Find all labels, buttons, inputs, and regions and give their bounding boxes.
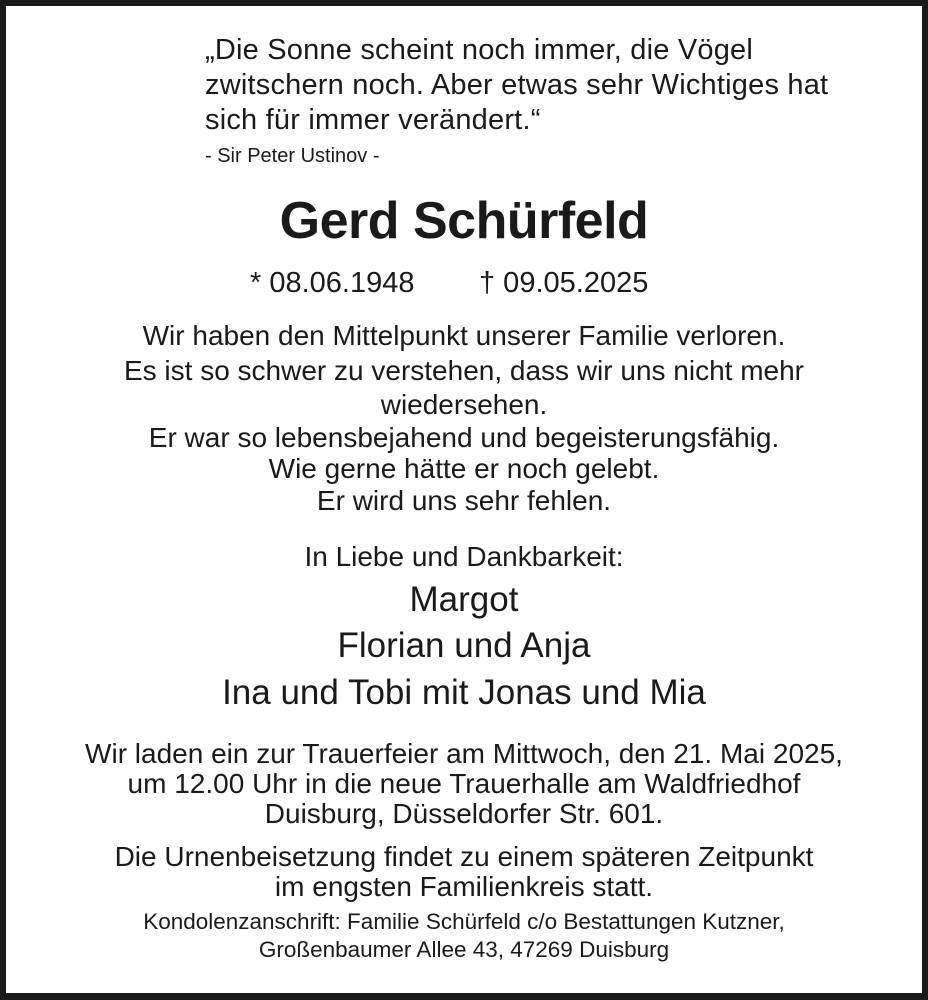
urn-line-1: Die Urnenbeisetzung findet zu einem späteren Zeitpunkt (114, 841, 814, 872)
message-line-5: Wie gerne hätte er noch gelebt. (268, 453, 660, 484)
quote-line-3: sich für immer verändert.“ (205, 104, 541, 136)
condolence-line-1: Kondolenzanschrift: Familie Schürfeld c/o Bestattungen Kutzner, (143, 909, 785, 934)
deceased-name: Gerd Schürfeld (279, 192, 649, 250)
condolence-line-2: Großenbaumer Allee 43, 47269 Duisburg (258, 937, 670, 962)
urn-line-2: im engsten Familienkreis statt. (274, 871, 654, 902)
birth-date: * 08.06.1948 (250, 267, 415, 299)
family-name-2: Florian und Anja (337, 626, 591, 665)
quote-author: - Sir Peter Ustinov - (205, 145, 380, 167)
family-name-3: Ina und Tobi mit Jonas und Mia (222, 673, 706, 712)
message-line-4: Er war so lebensbejahend und begeisterungsfähig. (148, 422, 780, 453)
death-date: † 09.05.2025 (479, 267, 649, 299)
funeral-line-3: Duisburg, Düsseldorfer Str. 601. (264, 798, 664, 829)
quote-line-2: zwitschern noch. Aber etwas sehr Wichtiges hat (205, 69, 829, 101)
message-line-2: Es ist so schwer zu verstehen, dass wir uns nicht mehr (123, 355, 805, 386)
funeral-line-2: um 12.00 Uhr in die neue Trauerhalle am Waldfriedhof (127, 768, 801, 799)
family-intro: In Liebe und Dankbarkeit: (304, 541, 624, 572)
funeral-line-1: Wir laden ein zur Trauerfeier am Mittwoch, den 21. Mai 2025, (85, 738, 843, 769)
message-line-3: wiedersehen. (380, 389, 548, 420)
message-line-1: Wir haben den Mittelpunkt unserer Familie verloren. (142, 320, 786, 351)
family-name-1: Margot (409, 580, 519, 619)
quote-line-1: „Die Sonne scheint noch immer, die Vögel (205, 34, 754, 66)
message-line-6: Er wird uns sehr fehlen. (316, 485, 612, 516)
